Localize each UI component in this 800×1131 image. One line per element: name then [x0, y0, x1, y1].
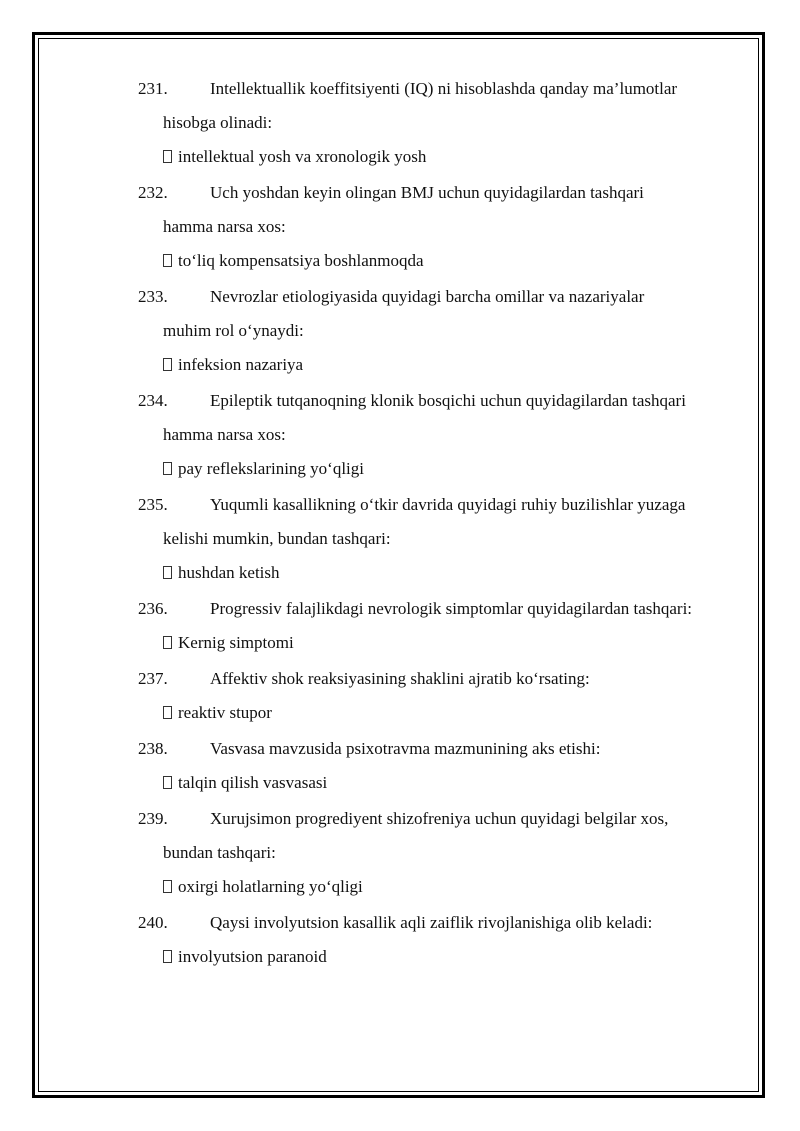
question-text: Qaysi involyutsion kasallik aqli zaiflik rivojlanishiga olib keladi:	[210, 913, 653, 932]
question-line	[138, 802, 748, 836]
answer-line	[138, 140, 748, 174]
question-item	[138, 592, 748, 660]
question-text-continued: hamma narsa xos:	[163, 425, 286, 444]
answer-text: oxirgi holatlarning yo‘qligi	[178, 877, 363, 896]
answer-text: to‘liq kompensatsiya boshlanmoqda	[178, 251, 424, 270]
question-number: 237.	[138, 669, 168, 688]
question-number: 231.	[138, 79, 168, 98]
question-item	[138, 906, 748, 974]
question-text: Epileptik tutqanoqning klonik bosqichi uchun quyidagilardan tashqari	[210, 391, 686, 410]
checkbox-icon	[163, 880, 172, 893]
checkbox-icon	[163, 358, 172, 371]
question-line	[138, 280, 748, 314]
checkbox-icon	[163, 150, 172, 163]
answer-line	[138, 348, 748, 382]
checkbox-icon	[163, 636, 172, 649]
question-text: Intellektuallik koeffitsiyenti (IQ) ni hisoblashda qanday ma’lumotlar	[210, 79, 678, 98]
question-line	[138, 384, 748, 418]
checkbox-icon	[163, 776, 172, 789]
question-item	[138, 280, 748, 382]
answer-text: reaktiv stupor	[178, 703, 272, 722]
answer-text: infeksion nazariya	[178, 355, 304, 374]
answer-text: involyutsion paranoid	[178, 947, 327, 966]
checkbox-icon	[163, 706, 172, 719]
question-number: 238.	[138, 739, 168, 758]
question-line	[138, 72, 748, 106]
question-item	[138, 662, 748, 730]
answer-line	[138, 940, 748, 974]
question-text: Xurujsimon progrediyent shizofreniya uchun quyidagi belgilar xos,	[210, 809, 669, 828]
question-text-continued: bundan tashqari:	[163, 843, 276, 862]
checkbox-icon	[163, 566, 172, 579]
question-item	[138, 176, 748, 278]
question-line	[138, 732, 748, 766]
question-number: 234.	[138, 391, 168, 410]
question-line	[138, 176, 748, 210]
answer-text: hushdan ketish	[178, 563, 280, 582]
question-list	[138, 72, 748, 976]
question-line	[138, 592, 748, 626]
answer-line	[138, 696, 748, 730]
question-item	[138, 802, 748, 904]
question-text-continued: hamma narsa xos:	[163, 217, 286, 236]
question-text: Uch yoshdan keyin olingan BMJ uchun quyidagilardan tashqari	[210, 183, 644, 202]
answer-line	[138, 452, 748, 486]
checkbox-icon	[163, 950, 172, 963]
question-number: 233.	[138, 287, 168, 306]
question-item	[138, 72, 748, 174]
answer-line	[138, 556, 748, 590]
question-text: Affektiv shok reaksiyasining shaklini ajratib ko‘rsating:	[210, 669, 590, 688]
answer-line	[138, 626, 748, 660]
question-text: Yuqumli kasallikning o‘tkir davrida quyidagi ruhiy buzilishlar yuzaga	[210, 495, 686, 514]
question-number: 236.	[138, 599, 168, 618]
question-text: Vasvasa mavzusida psixotravma mazmunining aks etishi:	[210, 739, 601, 758]
answer-text: talqin qilish vasvasasi	[178, 773, 328, 792]
answer-text: intellektual yosh va xronologik yosh	[178, 147, 427, 166]
question-number: 235.	[138, 495, 168, 514]
question-number: 240.	[138, 913, 168, 932]
question-line	[138, 662, 748, 696]
question-item	[138, 384, 748, 486]
question-item	[138, 732, 748, 800]
question-number: 239.	[138, 809, 168, 828]
question-text: Nevrozlar etiologiyasida quyidagi barcha omillar va nazariyalar	[210, 287, 645, 306]
question-text-continued: kelishi mumkin, bundan tashqari:	[163, 529, 391, 548]
question-item	[138, 488, 748, 590]
question-text: Progressiv falajlikdagi nevrologik simptomlar quyidagilardan tashqari:	[210, 599, 693, 618]
question-text-continued: hisobga olinadi:	[163, 113, 273, 132]
question-number: 232.	[138, 183, 168, 202]
question-line	[138, 906, 748, 940]
question-text-continued: muhim rol o‘ynaydi:	[163, 321, 304, 340]
answer-line	[138, 766, 748, 800]
answer-text: Kernig simptomi	[178, 633, 294, 652]
checkbox-icon	[163, 254, 172, 267]
question-line	[138, 488, 748, 522]
answer-text: pay reflekslarining yo‘qligi	[178, 459, 365, 478]
checkbox-icon	[163, 462, 172, 475]
answer-line	[138, 870, 748, 904]
answer-line	[138, 244, 748, 278]
